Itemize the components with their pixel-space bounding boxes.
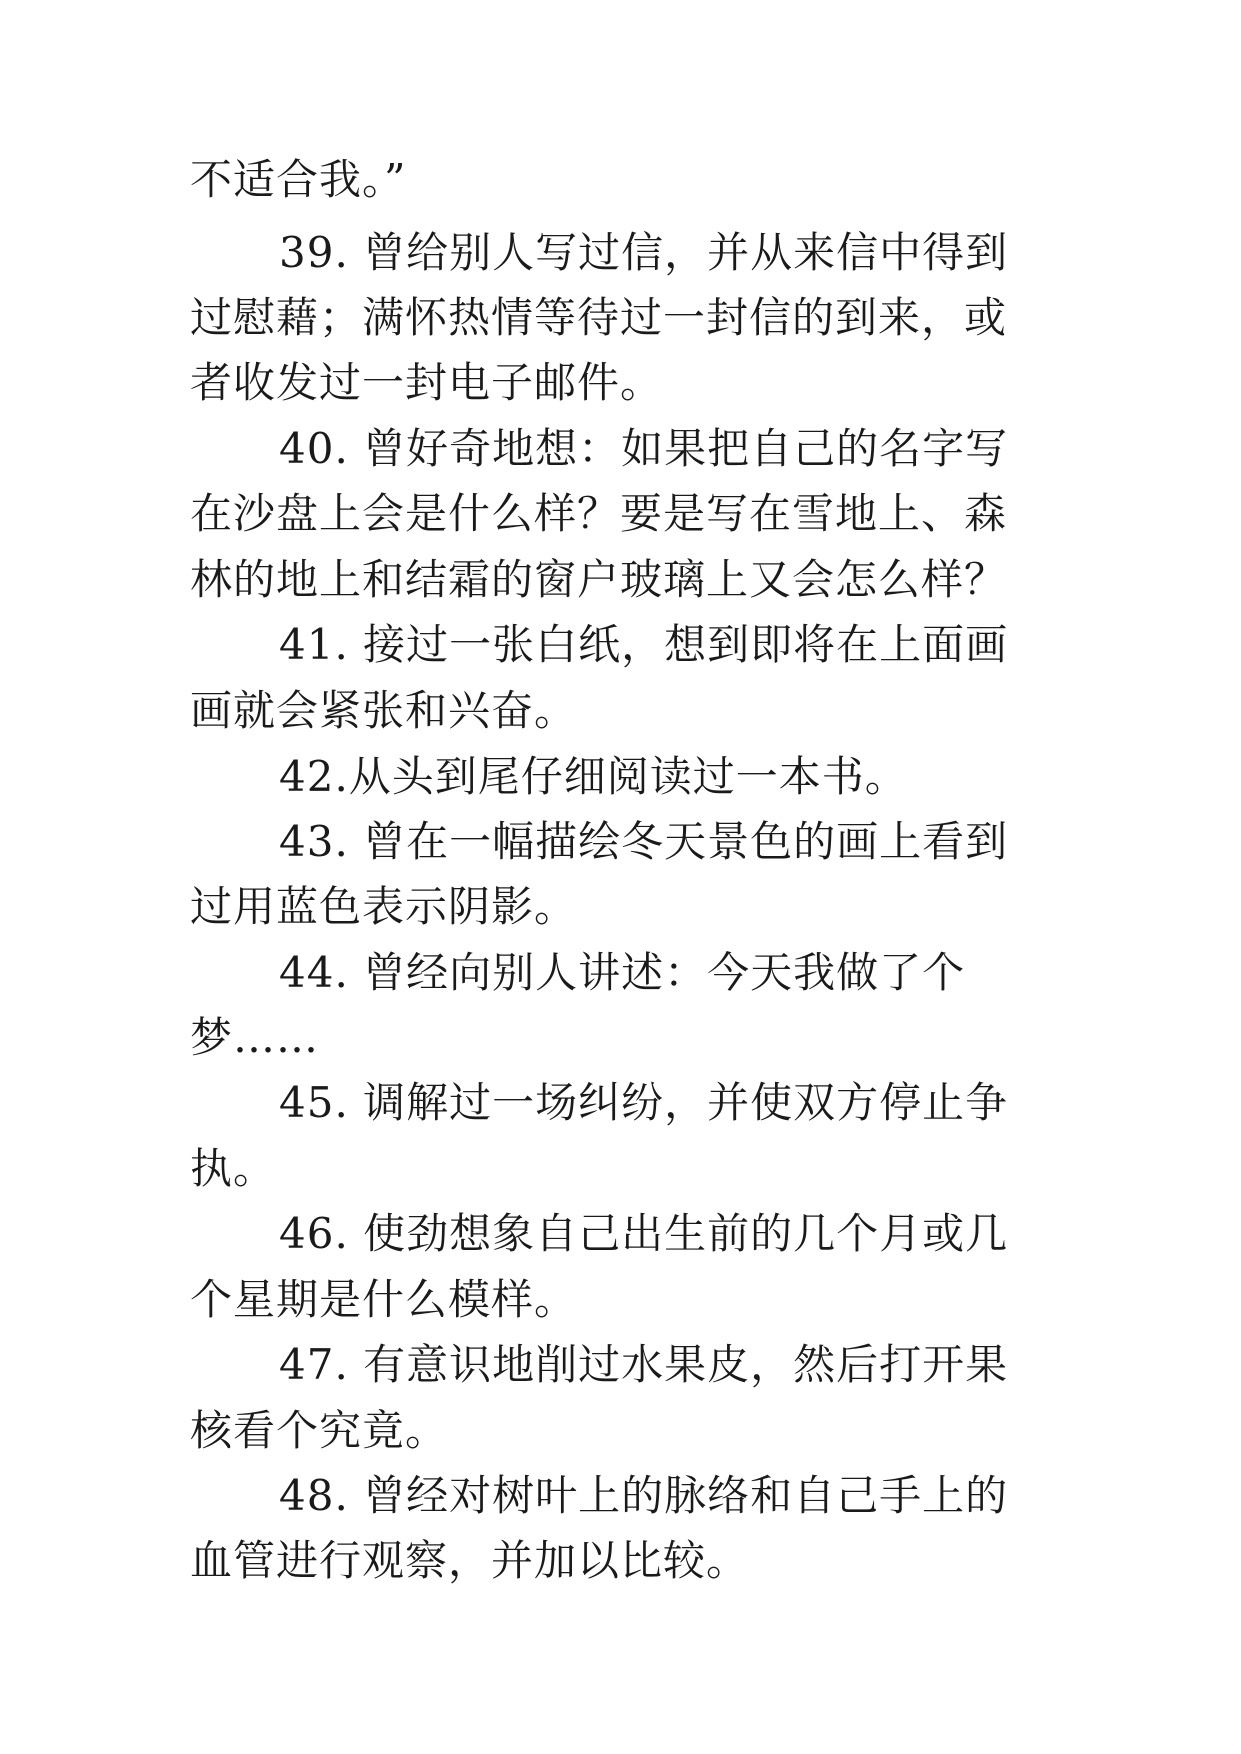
text-line: 39. 曾给别人写过信，并从来信中得到 bbox=[279, 228, 1009, 277]
text-line: 不适合我。” bbox=[190, 155, 407, 204]
text-line: 画就会紧张和兴奋。 bbox=[190, 686, 578, 735]
text-line: 40. 曾好奇地想：如果把自己的名字写 bbox=[279, 424, 1009, 473]
text-line: 47. 有意识地削过水果皮，然后打开果 bbox=[279, 1340, 1009, 1389]
text-line: 血管进行观察，并加以比较。 bbox=[190, 1536, 750, 1585]
text-line: 在沙盘上会是什么样？要是写在雪地上、森 bbox=[190, 489, 1008, 538]
text-line: 者收发过一封电子邮件。 bbox=[190, 358, 664, 407]
text-line: 林的地上和结霜的窗户玻璃上又会怎么样？ bbox=[190, 555, 1008, 604]
text-line: 44. 曾经向别人讲述：今天我做了个 bbox=[279, 948, 966, 997]
text-line: 41. 接过一张白纸，想到即将在上面画 bbox=[279, 620, 1009, 669]
text-line: 核看个究竟。 bbox=[190, 1406, 449, 1455]
text-line: 执。 bbox=[190, 1144, 277, 1193]
text-line: 48. 曾经对树叶上的脉络和自己手上的 bbox=[279, 1471, 1009, 1520]
text-line: 过慰藉；满怀热情等待过一封信的到来，或 bbox=[190, 293, 1008, 342]
text-line: 过用蓝色表示阴影。 bbox=[190, 882, 578, 931]
text-line: 个星期是什么模样。 bbox=[190, 1275, 578, 1324]
text-line: 45. 调解过一场纠纷，并使双方停止争 bbox=[279, 1078, 1009, 1127]
text-line: 梦…… bbox=[190, 1013, 320, 1062]
text-line: 42.从头到尾仔细阅读过一本书。 bbox=[279, 752, 908, 801]
text-line: 46. 使劲想象自己出生前的几个月或几 bbox=[279, 1209, 1009, 1258]
text-line: 43. 曾在一幅描绘冬天景色的画上看到 bbox=[279, 817, 1009, 866]
